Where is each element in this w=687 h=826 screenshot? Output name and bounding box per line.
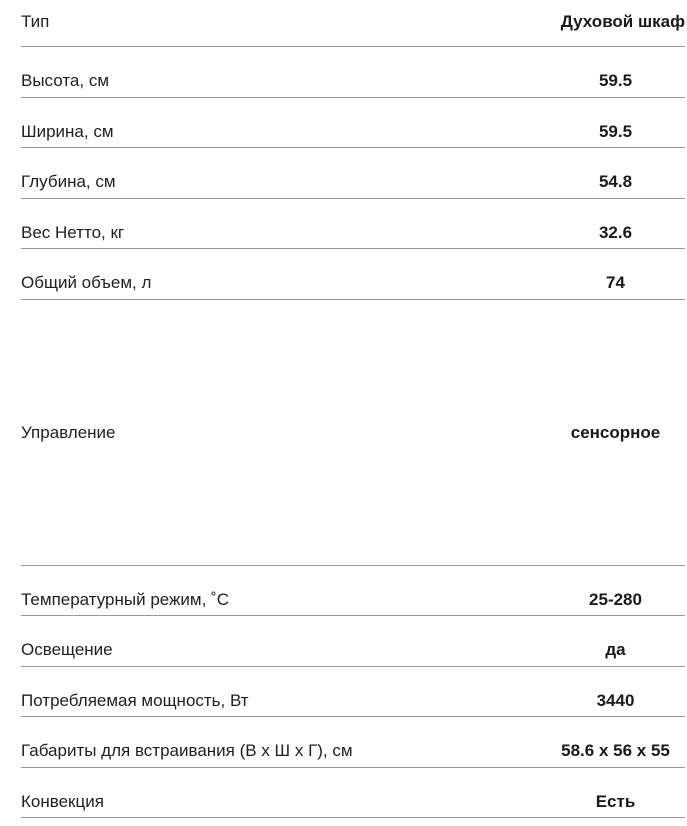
spec-row-total-volume bbox=[21, 249, 685, 300]
spec-row-control bbox=[21, 300, 685, 566]
spec-label: Освещение bbox=[21, 640, 113, 659]
spec-value: сенсорное bbox=[570, 422, 661, 442]
spec-row-power bbox=[21, 667, 685, 718]
spec-label: Температурный режим, ˚С bbox=[21, 589, 229, 609]
spec-value: 3440 bbox=[596, 690, 635, 710]
spec-row-depth bbox=[21, 148, 685, 199]
spec-value: 58.6 x 56 x 55 bbox=[561, 741, 670, 760]
spec-row-built-in-dimensions bbox=[21, 717, 685, 768]
spec-label: Вес Нетто, кг bbox=[21, 222, 125, 242]
spec-value: 74 bbox=[606, 273, 625, 292]
spec-value: 25-280 bbox=[589, 589, 642, 609]
spec-value: Есть bbox=[595, 791, 636, 811]
spec-label: Глубина, см bbox=[21, 172, 116, 191]
spec-row-lighting bbox=[21, 616, 685, 667]
spec-row-temperature bbox=[21, 566, 685, 617]
spec-row-width bbox=[21, 98, 685, 149]
spec-label: Конвекция bbox=[21, 791, 104, 811]
spec-label: Потребляемая мощность, Вт bbox=[21, 690, 249, 710]
spec-value: 32.6 bbox=[598, 222, 633, 242]
spec-row-type bbox=[21, 0, 685, 47]
spec-row-convection bbox=[21, 768, 685, 819]
spec-value: 59.5 bbox=[598, 121, 633, 141]
spec-value: 54.8 bbox=[598, 172, 633, 191]
spec-label: Управление bbox=[21, 422, 116, 442]
spec-value: 59.5 bbox=[598, 71, 633, 90]
spec-label: Высота, см bbox=[21, 71, 110, 90]
spec-value: Духовой шкаф bbox=[560, 12, 685, 31]
specifications-table bbox=[21, 0, 685, 818]
spec-row-height bbox=[21, 47, 685, 98]
spec-label: Тип bbox=[21, 12, 50, 31]
spec-row-net-weight bbox=[21, 199, 685, 250]
spec-label: Общий объем, л bbox=[21, 273, 152, 292]
spec-value: да bbox=[605, 640, 626, 659]
spec-label: Габариты для встраивания (В х Ш х Г), см bbox=[21, 741, 353, 760]
spec-label: Ширина, см bbox=[21, 121, 114, 141]
